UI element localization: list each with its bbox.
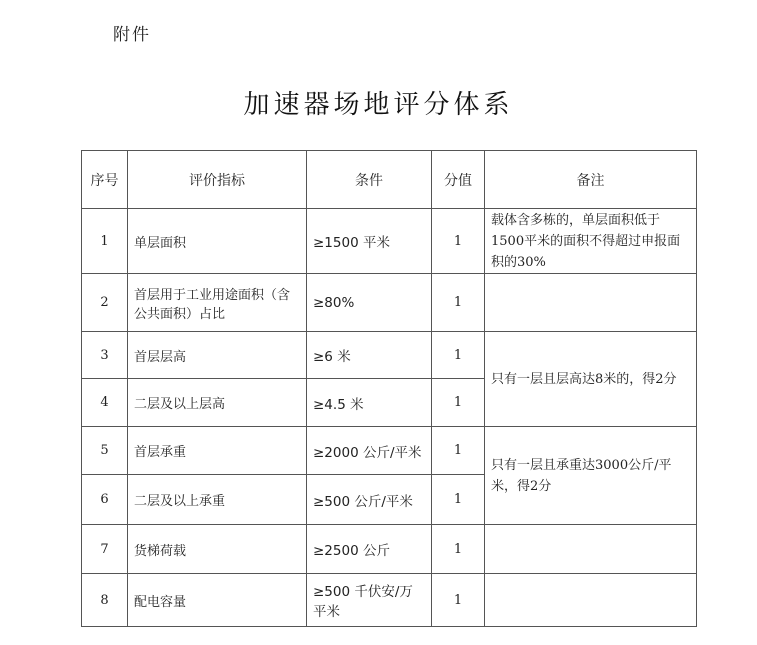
document-title: 加速器场地评分体系 bbox=[243, 90, 514, 120]
scoring-table bbox=[81, 150, 697, 627]
row-condition: ≥1500 平米 bbox=[307, 209, 432, 274]
row-condition: ≥4.5 米 bbox=[307, 379, 432, 427]
row-condition: ≥2000 公斤/平米 bbox=[307, 427, 432, 475]
row-score: 1 bbox=[432, 475, 485, 525]
attachment-label: 附件 bbox=[113, 25, 151, 45]
table-row bbox=[82, 574, 697, 627]
row-note bbox=[485, 574, 697, 627]
table-row bbox=[82, 274, 697, 332]
row-number: 2 bbox=[82, 274, 128, 332]
row-indicator: 货梯荷载 bbox=[128, 525, 307, 574]
row-indicator: 二层及以上层高 bbox=[128, 379, 307, 427]
row-score: 1 bbox=[432, 427, 485, 475]
table-row bbox=[82, 427, 697, 475]
row-score: 1 bbox=[432, 379, 485, 427]
row-number: 8 bbox=[82, 574, 128, 627]
row-score: 1 bbox=[432, 525, 485, 574]
table-row bbox=[82, 332, 697, 379]
row-note: 只有一层且承重达3000公斤/平米，得2分 bbox=[485, 427, 697, 525]
row-condition: ≥500 公斤/平米 bbox=[307, 475, 432, 525]
row-score: 1 bbox=[432, 274, 485, 332]
row-number: 3 bbox=[82, 332, 128, 379]
table-row bbox=[82, 209, 697, 274]
row-note bbox=[485, 274, 697, 332]
row-number: 1 bbox=[82, 209, 128, 274]
row-number: 4 bbox=[82, 379, 128, 427]
row-condition: ≥80% bbox=[307, 274, 432, 332]
row-number: 6 bbox=[82, 475, 128, 525]
row-note: 载体含多栋的，单层面积低于1500平米的面积不得超过申报面积的30% bbox=[485, 209, 697, 274]
table-row bbox=[82, 525, 697, 574]
row-note bbox=[485, 525, 697, 574]
table-header-row bbox=[82, 151, 697, 209]
row-condition: ≥6 米 bbox=[307, 332, 432, 379]
row-indicator: 配电容量 bbox=[128, 574, 307, 627]
row-condition: ≥500 千伏安/万平米 bbox=[307, 574, 432, 627]
row-number: 7 bbox=[82, 525, 128, 574]
header-condition: 条件 bbox=[307, 151, 432, 209]
row-score: 1 bbox=[432, 209, 485, 274]
row-score: 1 bbox=[432, 332, 485, 379]
row-indicator: 二层及以上承重 bbox=[128, 475, 307, 525]
row-indicator: 首层用于工业用途面积（含公共面积）占比 bbox=[128, 274, 307, 332]
header-note: 备注 bbox=[485, 151, 697, 209]
row-indicator: 首层层高 bbox=[128, 332, 307, 379]
row-note: 只有一层且层高达8米的，得2分 bbox=[485, 332, 697, 427]
header-no: 序号 bbox=[82, 151, 128, 209]
row-condition: ≥2500 公斤 bbox=[307, 525, 432, 574]
row-indicator: 首层承重 bbox=[128, 427, 307, 475]
row-number: 5 bbox=[82, 427, 128, 475]
row-score: 1 bbox=[432, 574, 485, 627]
header-score: 分值 bbox=[432, 151, 485, 209]
header-indicator: 评价指标 bbox=[128, 151, 307, 209]
row-indicator: 单层面积 bbox=[128, 209, 307, 274]
